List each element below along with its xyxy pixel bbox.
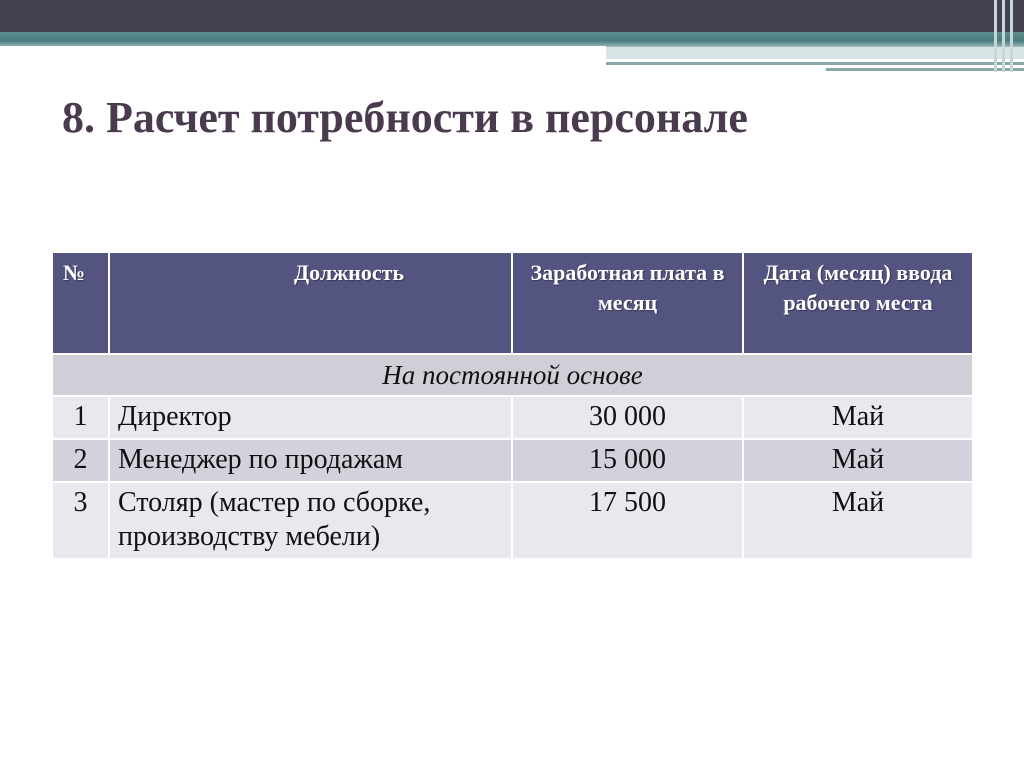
row-position: Столяр (мастер по сборке, производству мебели) (109, 482, 512, 559)
row-salary: 17 500 (512, 482, 743, 559)
row-num: 2 (52, 439, 109, 482)
header-line (606, 62, 1024, 65)
staff-table (51, 251, 974, 560)
header-num: № (52, 252, 109, 354)
section-row (52, 354, 973, 396)
row-num: 3 (52, 482, 109, 559)
row-date: Май (743, 482, 973, 559)
table-header-row (52, 252, 973, 354)
header-date: Дата (месяц) ввода рабочего места (743, 252, 973, 354)
row-position: Директор (109, 396, 512, 439)
table-row (52, 482, 973, 559)
row-num: 1 (52, 396, 109, 439)
row-position: Менеджер по продажам (109, 439, 512, 482)
row-salary: 15 000 (512, 439, 743, 482)
row-salary: 30 000 (512, 396, 743, 439)
header-bar-teal (0, 32, 1024, 46)
table-row (52, 396, 973, 439)
header-stripes (990, 0, 1024, 72)
table-row (52, 439, 973, 482)
header-position: Должность (109, 252, 512, 354)
row-date: Май (743, 396, 973, 439)
header-salary: Заработная плата в месяц (512, 252, 743, 354)
header-bar-light (606, 46, 1024, 59)
header-bar-dark (0, 0, 1024, 32)
page-title: 8. Расчет потребности в персонале (62, 93, 748, 142)
row-date: Май (743, 439, 973, 482)
section-label: На постоянной основе (52, 354, 973, 396)
